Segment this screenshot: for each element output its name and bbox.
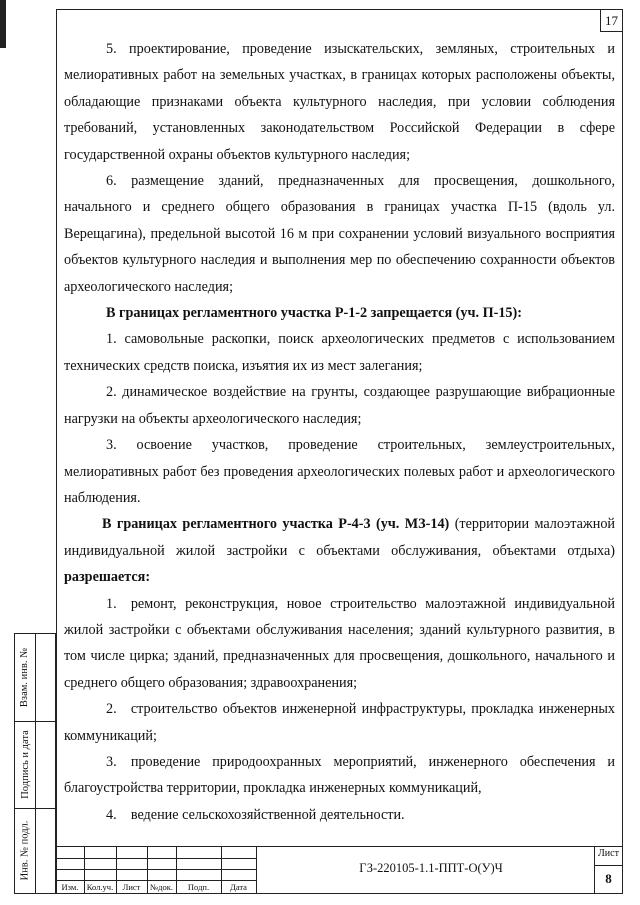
document-body <box>64 36 615 828</box>
section-heading-r-4-3 <box>64 511 615 590</box>
stamp-col-ndok: №док. <box>150 882 173 892</box>
stamp-row-line <box>56 858 256 859</box>
stamp-row-line <box>594 865 623 866</box>
paragraph-item-6: 6. размещение зданий, предназначенных для просвещения, дошкольного, начального и среднего общего образования в границах участка П-15 (вдоль ул. Верещагина), предельной высотой 16 м при сохранении условий визуального восприятия объектов культурного наследия и выполнения мер по обеспечению сохранности объектов археологического наследия; <box>64 173 615 295</box>
document-code: ГЗ-220105-1.1-ППТ-О(У)Ч <box>359 861 503 875</box>
allowed-item-3: 3. проведение природоохранных мероприятий, инженерного обеспечения и благоустройства территории, прокладка инженерных коммуникаций, <box>64 753 615 797</box>
side-stamp <box>14 633 56 894</box>
side-label-inv: Инв. № подл. <box>19 820 31 881</box>
page-corner-number: 17 <box>600 10 622 32</box>
heading-bold-end: разрешается: <box>64 569 151 586</box>
prohibited-item-2: 2. динамическое воздействие на грунты, создающее разрушающие вибрационные нагрузки на объекты археологического наследия; <box>64 384 615 427</box>
stamp-col-koluch: Кол.уч. <box>86 882 114 892</box>
allowed-item-1: 1. ремонт, реконструкция, новое строительство малоэтажной индивидуальной жилой застройки с объектами обслуживания населения; зданий культурного развития, в том числе цирка; зданий, предназначенных для просвещения, дошкольного, начального и среднего общего образования; здравоохранения; <box>64 595 615 691</box>
side-label-vzam: Взам. инв. № <box>19 647 31 708</box>
stamp-row-line <box>56 880 256 881</box>
allowed-item-2: 2. строительство объектов инженерной инфраструктуры, прокладка инженерных коммуникаций; <box>64 701 615 744</box>
heading-bold-part: В границах регламентного участка Р-4-3 (уч. МЗ-14) <box>102 516 450 533</box>
stamp-row-line <box>56 869 256 870</box>
section-heading-r-1-2: В границах регламентного участка Р-1-2 запрещается (уч. П-15): <box>106 305 522 322</box>
paragraph-item-5: 5. проектирование, проведение изыскательских, земляных, строительных и мелиоративных работ на земельных участках, в границах которых расположены объекты, обладающие признаками объекта культурного наследия, при условии соблюдения требований, установленных законодательством Российской Федерации в сфере государственной охраны объектов культурного наследия; <box>64 41 615 163</box>
side-label-podpis: Подпись и дата <box>19 730 31 799</box>
binding-mark <box>0 0 6 48</box>
stamp-col-line <box>256 847 257 894</box>
allowed-item-4: 4. ведение сельскохозяйственной деятельности. <box>106 806 405 823</box>
stamp-col-podp: Подп. <box>187 882 210 892</box>
heading-normal-part: (территории малоэтажной индивидуальной жилой застройки с объектами обслуживания, объектами отдыха) <box>64 516 615 559</box>
title-block <box>56 846 623 894</box>
prohibited-item-1: 1. самовольные раскопки, поиск археологических предметов с использованием технических средств поиска, изъятия их из мест залегания; <box>64 331 615 374</box>
stamp-col-list: Лист <box>122 882 141 892</box>
prohibited-item-3: 3. освоение участков, проведение строительных, землеустроительных, мелиоративных работ без проведения археологических полевых работ и археологического наблюдения. <box>64 437 615 506</box>
stamp-col-izm: Изм. <box>61 882 79 892</box>
sheet-label: Лист <box>598 848 619 859</box>
stamp-col-data: Дата <box>230 882 247 892</box>
sheet-number: 8 <box>605 871 612 886</box>
